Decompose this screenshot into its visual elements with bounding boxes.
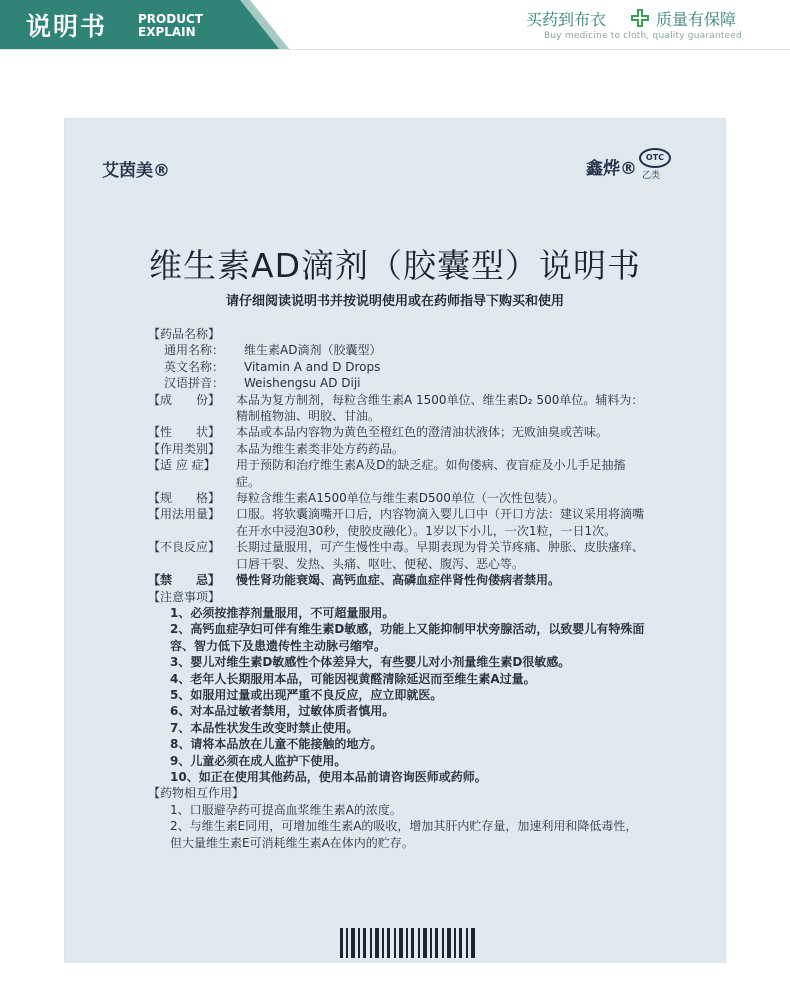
english-name-row <box>148 359 648 375</box>
section-precautions-label: 【注意事项】 <box>148 589 221 604</box>
slogan-right: 质量有保障 <box>656 10 737 29</box>
row-label: 【适 应 症】 <box>148 458 216 473</box>
interactions-list <box>148 802 648 851</box>
row-value: 本品为复方制剂，每粒含维生素A 1500单位、维生素D₂ 500单位。辅料为：精制植物油、明胶、甘油。 <box>236 392 644 424</box>
list-item: 7、本品性状发生改变时禁止使用。 <box>170 720 359 735</box>
list-item: 9、儿童必须在成人监护下使用。 <box>170 753 347 768</box>
section-interactions-label: 【药物相互作用】 <box>148 786 245 801</box>
row-value: 本品为维生素类非处方药药品。 <box>236 441 405 456</box>
row-value: 每粒含维生素A1500单位与维生素D500单位（一次性包装）。 <box>236 491 565 506</box>
banner-en-line1: PRODUCT <box>138 12 203 26</box>
row-label: 【成 份】 <box>148 392 221 407</box>
row-value: 本品或本品内容物为黄色至橙红色的澄清油状液体；无败油臭或苦味。 <box>236 425 609 440</box>
row-value: 慢性肾功能衰竭、高钙血症、高磷血症伴肾性佝偻病者禁用。 <box>236 573 561 588</box>
brand-logo-left: 艾茵美® <box>102 161 170 181</box>
instruction-leaflet <box>64 118 726 963</box>
leaflet-body <box>148 326 648 851</box>
document-title: 维生素AD滴剂（胶囊型）说明书 <box>149 246 641 285</box>
banner-title: 说明书 <box>26 12 108 41</box>
composition-row <box>148 392 648 425</box>
slogan <box>526 6 776 46</box>
row-value: Vitamin A and D Drops <box>244 359 381 374</box>
row-value: 用于预防和治疗维生素A及D的缺乏症。如佝偻病、夜盲症及小儿手足抽搐症。 <box>236 458 626 489</box>
otc-badge: OTC <box>639 148 671 168</box>
row-value: 维生素AD滴剂（胶囊型） <box>244 343 382 358</box>
row-label: 英文名称： <box>164 359 225 374</box>
barcode-icon <box>340 928 476 958</box>
top-banner <box>0 0 790 52</box>
banner-en-line2: EXPLAIN <box>138 25 196 39</box>
list-item: 2、高钙血症孕妇可伴有维生素D敏感，功能上又能抑制甲状旁腺活动，以致婴儿有特殊面容、智力低下及患遗传性主动脉弓缩窄。 <box>170 622 645 653</box>
list-item: 1、口服避孕药可提高血浆维生素A的浓度。 <box>170 802 402 817</box>
pinyin-name-row <box>148 375 648 391</box>
banner-divider <box>0 49 790 50</box>
row-label: 【用法用量】 <box>148 507 221 522</box>
slogan-subtitle: Buy medicine to cloth, quality guaranteed <box>544 31 742 41</box>
category-row <box>148 441 648 457</box>
row-label: 【禁 忌】 <box>148 573 221 588</box>
list-item: 2、与维生素E同用，可增加维生素A的吸收，增加其肝内贮存量，加速利用和降低毒性，但大量维生素E可消耗维生素A在体内的贮存。 <box>170 819 638 850</box>
medical-cross-icon <box>630 8 650 28</box>
list-item: 3、婴儿对维生素D敏感性个体差异大，有些婴儿对小剂量维生素D很敏感。 <box>170 655 571 670</box>
row-label: 汉语拼音： <box>164 376 225 391</box>
banner-english-label <box>138 13 203 39</box>
row-value: 长期过量服用，可产生慢性中毒。早期表现为骨关节疼痛、肿胀、皮肤瘙痒、口唇干裂、发热、头痛、呕吐、便秘、腹泻、恶心等。 <box>236 540 645 571</box>
row-label: 【规 格】 <box>148 491 221 506</box>
list-item: 8、请将本品放在儿童不能接触的地方。 <box>170 737 383 752</box>
slogan-left: 买药到布衣 <box>526 10 607 29</box>
appearance-row <box>148 424 648 440</box>
document-subtitle: 请仔细阅读说明书并按说明使用或在药师指导下购买和使用 <box>225 294 564 309</box>
precautions-list <box>148 605 648 785</box>
section-drug-name-label: 【药品名称】 <box>148 327 221 341</box>
row-label: 【作用类别】 <box>148 441 221 456</box>
otc-class-label: 乙类 <box>642 171 661 181</box>
indications-row <box>148 457 648 490</box>
adverse-reactions-row <box>148 539 648 572</box>
row-label: 【不良反应】 <box>148 540 221 555</box>
row-value: Weishengsu AD Diji <box>244 376 361 391</box>
banner-tab <box>0 0 300 50</box>
specification-row <box>148 490 648 506</box>
list-item: 1、必须按推荐剂量服用，不可超量服用。 <box>170 605 395 620</box>
row-label: 【性 状】 <box>148 425 221 440</box>
generic-name-row <box>148 342 648 358</box>
list-item: 5、如服用过量或出现严重不良反应，应立即就医。 <box>170 687 443 702</box>
list-item: 6、对本品过敏者禁用，过敏体质者慎用。 <box>170 704 395 719</box>
dosage-row <box>148 506 648 539</box>
brand-logo-right: 鑫烨® <box>586 159 637 179</box>
row-value: 口服。将软囊滴嘴开口后，内容物滴入婴儿口中（开口方法：建议采用将滴嘴在开水中浸泡30秒，使胶皮融化）。1岁以下小儿，一次1粒，一日1次。 <box>236 507 645 538</box>
contraindications-row <box>148 572 648 588</box>
list-item: 4、老年人长期服用本品，可能因视黄醛清除延迟而至维生素A过量。 <box>170 671 536 686</box>
row-label: 通用名称： <box>164 343 225 358</box>
list-item: 10、如正在使用其他药品，使用本品前请咨询医师或药师。 <box>170 769 487 784</box>
